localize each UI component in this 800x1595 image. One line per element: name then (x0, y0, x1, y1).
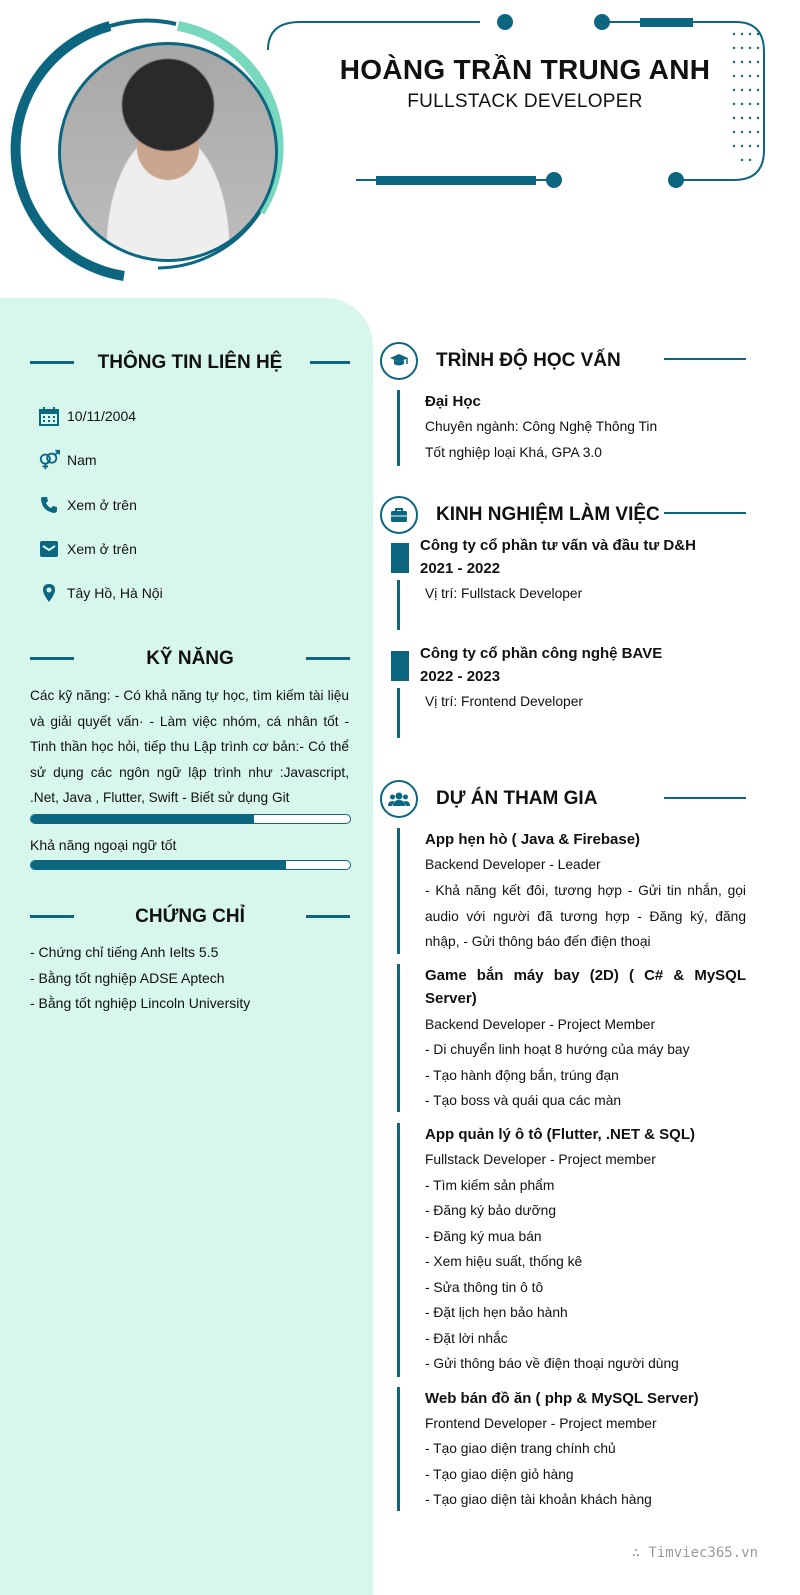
project-detail: - Đặt lịch hẹn bảo hành (425, 1305, 568, 1320)
contact-text: Xem ở trên (67, 497, 137, 513)
project-detail: - Di chuyển linh hoạt 8 hướng của máy bay (425, 1042, 690, 1057)
project-role: Frontend Developer - Project member (425, 1416, 657, 1431)
project-detail: - Xem hiệu suất, thống kê (425, 1254, 583, 1269)
skill-progress-fill (31, 815, 254, 823)
phone-icon (38, 494, 60, 516)
section-divider (664, 512, 746, 514)
contact-item-email (38, 537, 137, 561)
project-detail: - Đăng ký bảo dưỡng (425, 1203, 557, 1218)
team-icon (380, 780, 418, 818)
contact-item-address (38, 581, 163, 605)
skills-description: Các kỹ năng: - Có khả năng tự học, tìm kiếm tài liệu và giải quyết vấn· - Làm việc nhóm, cá nhân tốt - Tinh thần học hỏi, tiếp thu Lập trình cơ bản:- Có thể sử dụng các ngôn ngữ lập trình như :Javascript, .Net, Java , Flutter, Swift - Biết sử dụng Git (30, 688, 349, 805)
section-divider (310, 361, 350, 364)
project-role: Fullstack Developer - Project member (425, 1152, 656, 1167)
project-name: App hẹn hò ( Java & Firebase) (425, 831, 641, 848)
project-detail: - Khả năng kết đôi, tương hợp - Gửi tin nhắn, gọi audio với người đã tương hợp - Đăng ký, đăng nhập, - Gửi thông báo đến điện thoại (425, 883, 746, 949)
experience-position: Vị trí: Fullstack Developer (425, 586, 583, 601)
project-detail: - Đặt lời nhắc (425, 1331, 508, 1346)
project-name: App quản lý ô tô (Flutter, .NET & SQL) (425, 1126, 695, 1143)
gender-icon (38, 449, 60, 471)
education-degree: Đại Học (425, 393, 481, 410)
section-divider (30, 915, 74, 918)
location-icon (38, 582, 60, 604)
timeline-bar (397, 1123, 400, 1377)
education-result: Tốt nghiệp loại Khá, GPA 3.0 (425, 445, 602, 460)
project-name: Game bắn máy bay (2D) ( C# & MySQL Server) (425, 967, 746, 1007)
contact-text: Tây Hồ, Hà Nội (67, 585, 163, 601)
section-divider (306, 657, 350, 660)
contact-item-gender (38, 448, 97, 472)
project-detail: - Tìm kiếm sản phẩm (425, 1178, 555, 1193)
candidate-role: FULLSTACK DEVELOPER (407, 91, 643, 112)
contact-text: 10/11/2004 (67, 408, 137, 424)
briefcase-icon (380, 496, 418, 534)
profile-photo (58, 42, 278, 262)
timeline-bar (397, 1387, 400, 1511)
timeline-bar (397, 828, 400, 954)
timeline-bar (397, 390, 400, 466)
contact-title: THÔNG TIN LIÊN HỆ (97, 352, 283, 373)
email-icon (38, 538, 60, 560)
project-detail: - Tạo giao diện giỏ hàng (425, 1467, 574, 1482)
skill-progress-bar (30, 814, 351, 824)
experience-company: Công ty cổ phần công nghệ BAVE (420, 645, 663, 662)
experience-marker (391, 543, 409, 573)
section-divider (664, 797, 746, 799)
timeline-bar (397, 964, 400, 1112)
project-detail: - Gửi thông báo về điện thoại người dùng (425, 1356, 679, 1371)
contact-text: Xem ở trên (67, 541, 137, 557)
certificate-item: - Bằng tốt nghiệp ADSE Aptech (30, 970, 225, 986)
calendar-icon (38, 405, 60, 427)
project-detail: - Tạo giao diện tài khoản khách hàng (425, 1492, 652, 1507)
watermark: ∴ Timviec365.vn (631, 1545, 758, 1561)
candidate-name: HOÀNG TRẦN TRUNG ANH (339, 54, 711, 85)
timeline-bar (397, 580, 400, 630)
contact-text: Nam (67, 452, 97, 468)
section-divider (664, 358, 746, 360)
experience-title: KINH NGHIỆM LÀM VIỆC (436, 504, 660, 525)
experience-position: Vị trí: Frontend Developer (425, 694, 583, 709)
section-divider (306, 915, 350, 918)
experience-marker (391, 651, 409, 681)
project-detail: - Tạo boss và quái qua các màn (425, 1093, 622, 1108)
certificate-item: - Bằng tốt nghiệp Lincoln University (30, 995, 251, 1011)
contact-item-phone (38, 493, 137, 517)
project-detail: - Đăng ký mua bán (425, 1229, 542, 1244)
language-progress-bar (30, 860, 351, 870)
language-skill-label: Khả năng ngoại ngữ tốt (30, 837, 177, 853)
section-divider (30, 657, 74, 660)
certificate-item: - Chứng chỉ tiếng Anh Ielts 5.5 (30, 944, 219, 960)
projects-title: DỰ ÁN THAM GIA (436, 788, 598, 809)
project-detail: - Sửa thông tin ô tô (425, 1280, 544, 1295)
experience-company: Công ty cổ phần tư vấn và đầu tư D&H (420, 537, 696, 554)
language-progress-fill (31, 861, 286, 869)
skills-title: KỸ NĂNG (146, 648, 234, 669)
certificates-title: CHỨNG CHỈ (135, 906, 245, 927)
project-role: Backend Developer - Project Member (425, 1017, 656, 1032)
project-role: Backend Developer - Leader (425, 857, 601, 872)
education-icon (380, 342, 418, 380)
project-detail: - Tạo hành động bắn, trúng đạn (425, 1068, 619, 1083)
project-name: Web bán đồ ăn ( php & MySQL Server) (425, 1390, 699, 1407)
section-divider (30, 361, 74, 364)
education-title: TRÌNH ĐỘ HỌC VẤN (436, 350, 621, 371)
experience-period: 2022 - 2023 (420, 668, 501, 685)
education-major: Chuyên ngành: Công Nghệ Thông Tin (425, 419, 658, 434)
experience-period: 2021 - 2022 (420, 560, 501, 577)
contact-item-birthday (38, 404, 136, 428)
timeline-bar (397, 688, 400, 738)
project-detail: - Tạo giao diện trang chính chủ (425, 1441, 616, 1456)
